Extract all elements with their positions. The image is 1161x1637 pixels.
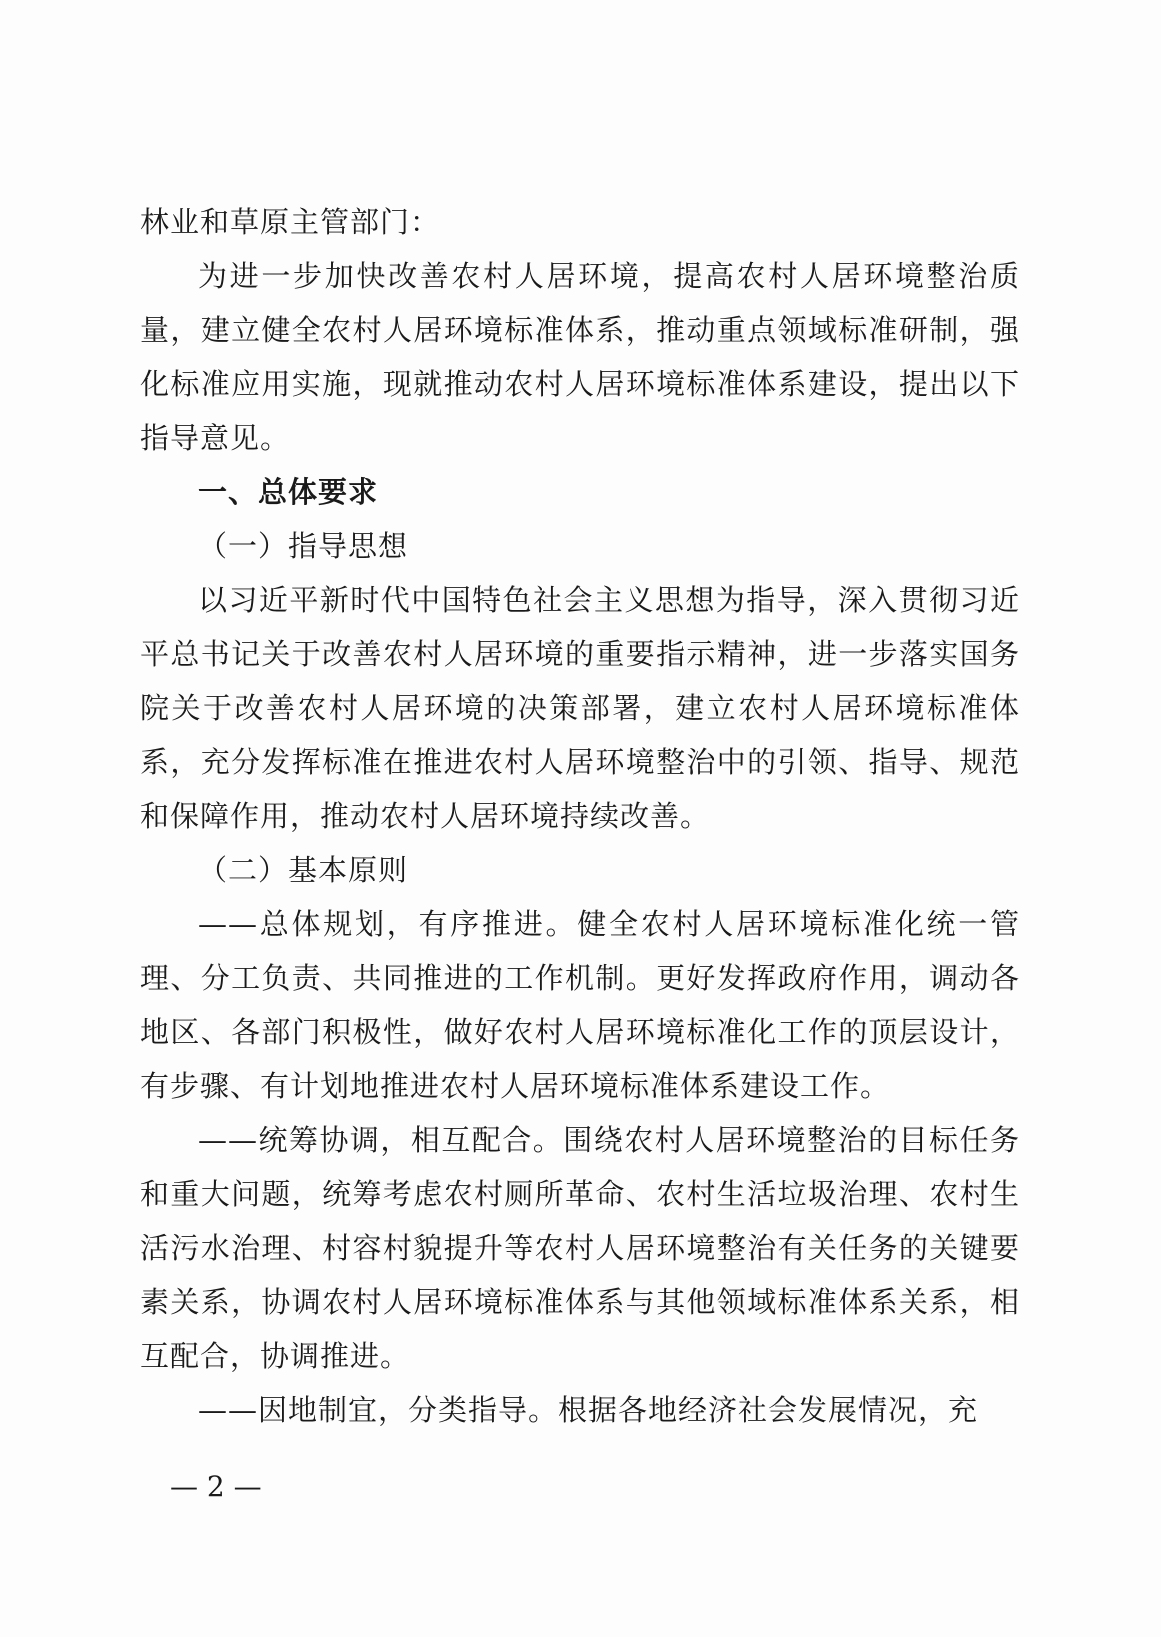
salutation: 林业和草原主管部门：: [140, 205, 441, 239]
subsection-heading-guiding-ideology: （一）指导思想: [198, 529, 409, 563]
page-number: — 2 —: [170, 1470, 262, 1503]
intro-paragraph: 为进一步加快改善农村人居环境，提高农村人居环境整治质量，建立健全农村人居环境标准体系，推动重点领域标准研制，强化标准应用实施，现就推动农村人居环境标准体系建设，提出以下指导意见。: [140, 259, 1020, 455]
principle-paragraph-2: ——统筹协调，相互配合。围绕农村人居环境整治的目标任务和重大问题，统筹考虑农村厕所革命、农村生活垃圾治理、农村生活污水治理、村容村貌提升等农村人居环境整治有关任务的关键要素关系，协调农村人居环境标准体系与其他领域标准体系关系，相互配合，协调推进。: [140, 1123, 1020, 1373]
document-body: [140, 195, 1020, 1437]
principle-paragraph-1: ——总体规划，有序推进。健全农村人居环境标准化统一管理、分工负责、共同推进的工作机制。更好发挥政府作用，调动各地区、各部门积极性，做好农村人居环境标准化工作的顶层设计，有步骤、有计划地推进农村人居环境标准体系建设工作。: [140, 907, 1020, 1103]
guiding-ideology-paragraph: 以习近平新时代中国特色社会主义思想为指导，深入贯彻习近平总书记关于改善农村人居环境的重要指示精神，进一步落实国务院关于改善农村人居环境的决策部署，建立农村人居环境标准体系，充分发挥标准在推进农村人居环境整治中的引领、指导、规范和保障作用，推动农村人居环境持续改善。: [140, 583, 1020, 833]
principle-paragraph-3: ——因地制宜，分类指导。根据各地经济社会发展情况，充: [198, 1393, 979, 1427]
subsection-heading-basic-principles: （二）基本原则: [198, 853, 409, 887]
section-heading-overall-requirements: 一、总体要求: [198, 475, 379, 509]
